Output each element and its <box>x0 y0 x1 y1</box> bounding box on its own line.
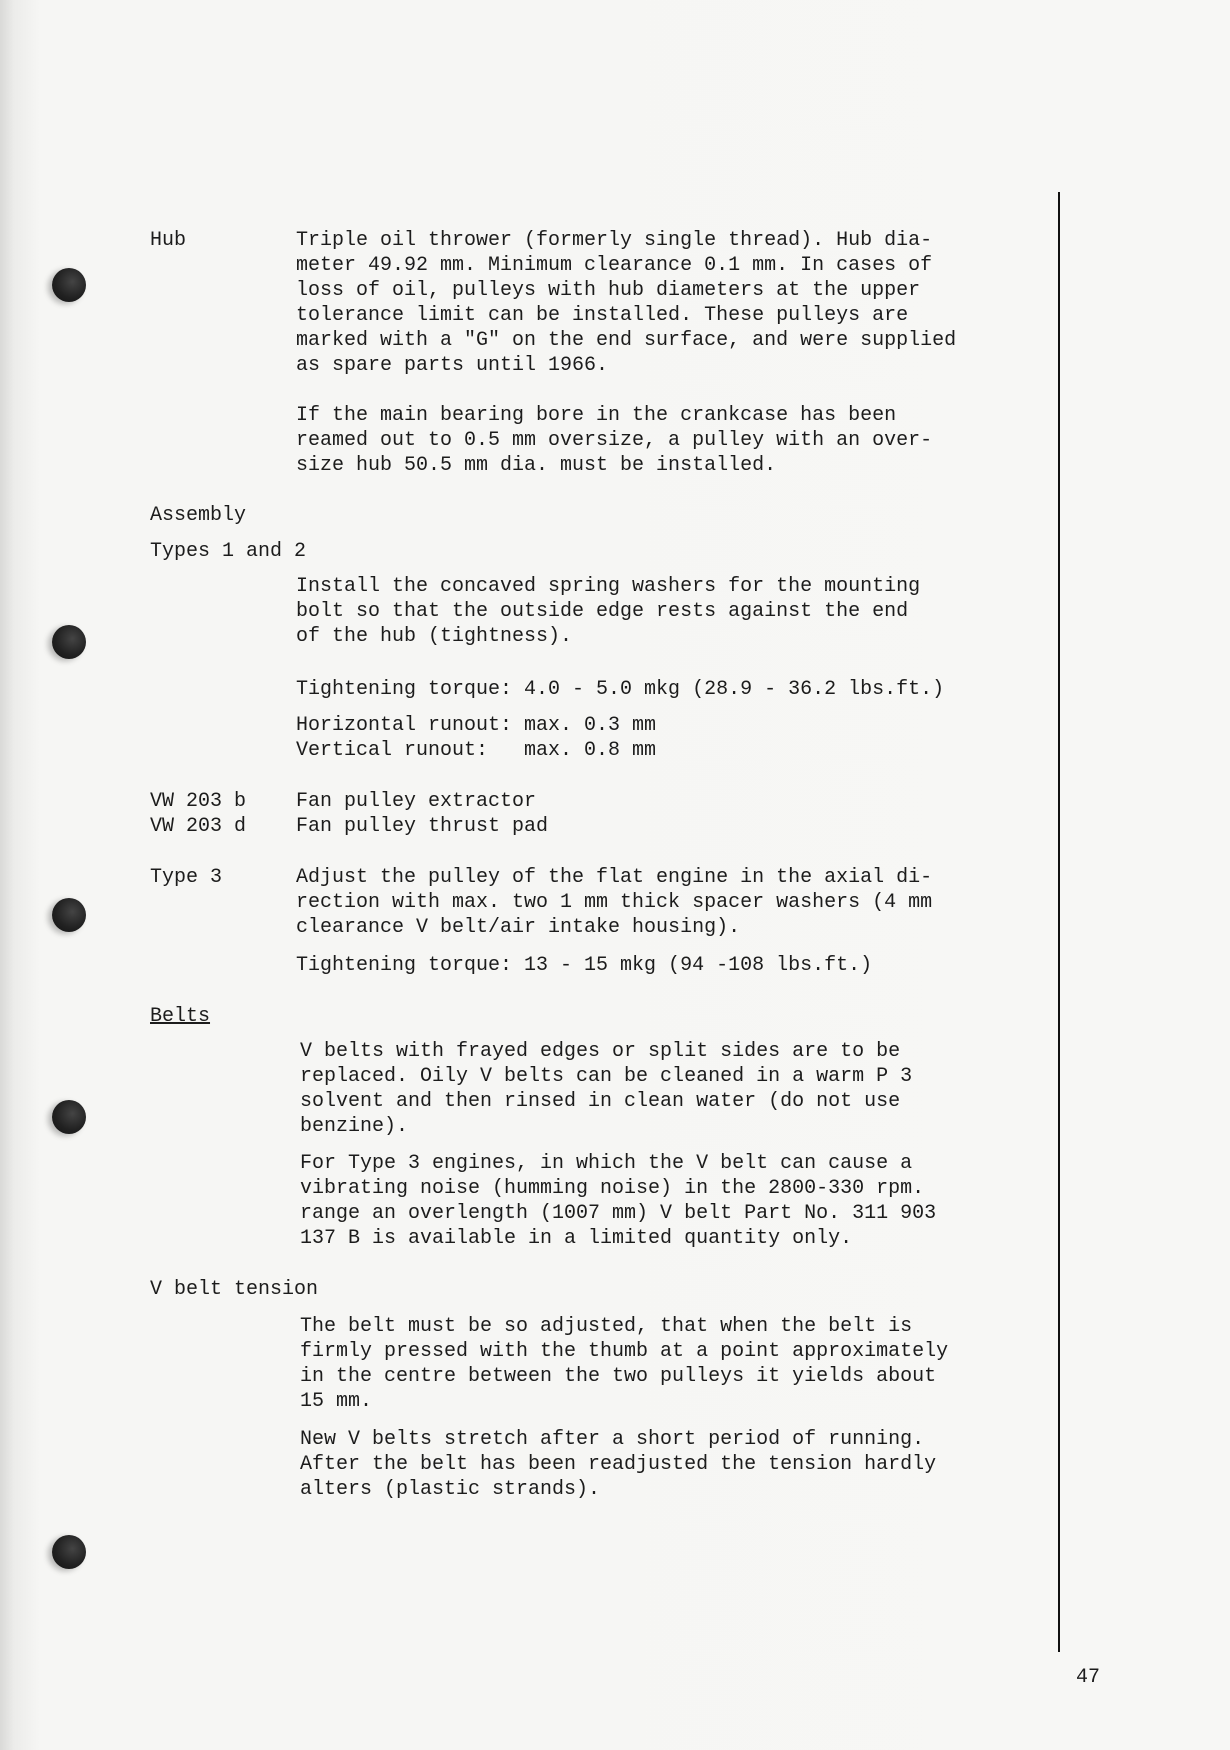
type-3-label: Type 3 <box>150 866 223 889</box>
v-belt-tension-heading: V belt tension <box>150 1278 319 1301</box>
margin-rule <box>1058 192 1060 1652</box>
tension-p2-line: After the belt has been readjusted the tension hardly <box>300 1453 937 1476</box>
type3-line: clearance V belt/air intake housing). <box>296 916 741 939</box>
tension-p1-line: The belt must be so adjusted, that when the belt is <box>300 1315 913 1338</box>
tool-code: VW 203 d <box>150 815 247 838</box>
punch-hole <box>52 1535 86 1569</box>
hub-p1-line: loss of oil, pulleys with hub diameters at the upper <box>296 279 921 302</box>
hub-p1-line: meter 49.92 mm. Minimum clearance 0.1 mm. In cases of <box>296 254 933 277</box>
hub-p1-line: as spare parts until 1966. <box>296 354 609 377</box>
tension-p2-line: alters (plastic strands). <box>300 1478 601 1501</box>
belts-p1-line: solvent and then rinsed in clean water (do not use <box>300 1090 901 1113</box>
hub-p2-line: reamed out to 0.5 mm oversize, a pulley with an over- <box>296 429 933 452</box>
belts-p2-line: 137 B is available in a limited quantity only. <box>300 1227 853 1250</box>
type3-line: Adjust the pulley of the flat engine in the axial di- <box>296 866 933 889</box>
belts-p2-line: For Type 3 engines, in which the V belt can cause a <box>300 1152 913 1175</box>
hub-label: Hub <box>150 229 187 252</box>
runout-line: Horizontal runout: max. 0.3 mm <box>296 714 657 737</box>
tension-p2-line: New V belts stretch after a short period of running. <box>300 1428 925 1451</box>
hub-p2-line: size hub 50.5 mm dia. must be installed. <box>296 454 777 477</box>
hub-p1-line: marked with a "G" on the end surface, and were supplied <box>296 329 957 352</box>
tightening-torque: Tightening torque: 4.0 - 5.0 mkg (28.9 - 36.2 lbs.ft.) <box>296 678 945 701</box>
runout-line: Vertical runout: max. 0.8 mm <box>296 739 657 762</box>
tension-p1-line: in the centre between the two pulleys it yields about <box>300 1365 937 1388</box>
punch-hole <box>52 625 86 659</box>
types-1-2-label: Types 1 and 2 <box>150 540 307 563</box>
belts-p1-line: V belts with frayed edges or split sides are to be <box>300 1040 901 1063</box>
tool-code: VW 203 b <box>150 790 247 813</box>
belts-p1-line: replaced. Oily V belts can be cleaned in a warm P 3 <box>300 1065 913 1088</box>
tension-p1-line: 15 mm. <box>300 1390 373 1413</box>
type3-line: rection with max. two 1 mm thick spacer washers (4 mm <box>296 891 933 914</box>
assembly-p1-line: of the hub (tightness). <box>296 625 573 648</box>
belts-p2-line: range an overlength (1007 mm) V belt Part No. 311 903 <box>300 1202 937 1225</box>
assembly-p1-line: bolt so that the outside edge rests against the end <box>296 600 909 623</box>
belts-p2-line: vibrating noise (humming noise) in the 2800-330 rpm. <box>300 1177 925 1200</box>
hub-p1-line: Triple oil thrower (formerly single thread). Hub dia- <box>296 229 933 252</box>
hub-p2-line: If the main bearing bore in the crankcase has been <box>296 404 897 427</box>
assembly-heading: Assembly <box>150 504 247 527</box>
tension-p1-line: firmly pressed with the thumb at a point approximately <box>300 1340 949 1363</box>
tool-desc: Fan pulley thrust pad <box>296 815 549 838</box>
hub-p1-line: tolerance limit can be installed. These pulleys are <box>296 304 909 327</box>
assembly-p1-line: Install the concaved spring washers for the mounting <box>296 575 921 598</box>
tool-desc: Fan pulley extractor <box>296 790 537 813</box>
belts-heading: Belts <box>150 1005 211 1028</box>
punch-hole <box>52 898 86 932</box>
punch-hole <box>52 1100 86 1134</box>
punch-hole <box>52 268 86 302</box>
page-number: 47 <box>1076 1666 1101 1689</box>
belts-p1-line: benzine). <box>300 1115 409 1138</box>
type3-torque: Tightening torque: 13 - 15 mkg (94 -108 lbs.ft.) <box>296 954 873 977</box>
